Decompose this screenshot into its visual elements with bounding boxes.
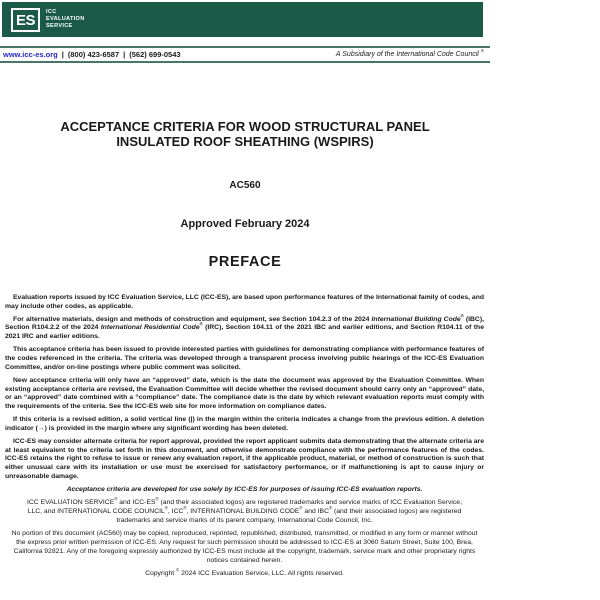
brand-line-2: EVALUATION: [46, 16, 85, 23]
icc-es-logo-icon: ES: [11, 8, 40, 32]
separator: |: [123, 50, 126, 59]
title-line-1: ACCEPTANCE CRITERIA FOR WOOD STRUCTURAL PANEL: [60, 119, 430, 134]
copyright-notice: Copyright © 2024 ICC Evaluation Service, LLC. All rights reserved.: [145, 567, 344, 578]
brand-name: [46, 9, 85, 29]
website-link[interactable]: www.icc-es.org: [3, 50, 58, 59]
preface-paragraph-2: For alternative materials, design and methods of construction and equipment, see Section 104.2.3 of the 2024 International Building Code® (IBC), Section R104.2.2 of the 2024 International Residential Code® (IRC), Section 104.11 of the 2021 IBC and earlier editions, and Section R104.11 of the 2021 IRC and earlier editions.: [5, 313, 484, 341]
phone-number-2: (562) 699-0543: [129, 50, 181, 59]
trademark-notice: ICC EVALUATION SERVICE® and ICC-ES® (and their associated logos) are registered trademarks and service marks of ICC Evaluation Service, LLC, and INTERNATIONAL CODE COUNCIL®, ICC®, INTERNATIONAL BUILDING CODE® and IBC® (and their associated logos) are registered trademarks and service marks of its parent company, International Code Council, Inc.: [27, 497, 462, 524]
preface-heading: PREFACE: [208, 253, 282, 270]
separator: |: [61, 50, 64, 59]
document-title: [0, 120, 490, 150]
preface-paragraph-1: Evaluation reports issued by ICC Evaluation Service, LLC (ICC-ES), are based upon performance features of the International family of codes, and may include other codes, as applicable.: [5, 293, 484, 310]
criteria-number: AC560: [229, 179, 261, 191]
document-body: [0, 120, 490, 579]
preface-paragraph-5: If this criteria is a revised edition, a solid vertical line (|) in the margin within the criteria indicates a change from the previous edition. A deletion indicator (→) is provided in the margin where any significant wording has been deleted.: [5, 416, 484, 432]
phone-number-1: (800) 423-6587: [67, 50, 120, 59]
preface-paragraph-3: This acceptance criteria has been issued to provide interested parties with guidelines for demonstrating compliance with performance features of the codes referenced in the criteria. The criteria was developed through a transparent process involving public hearings of the ICC-ES Evaluation Committee, and/or on-line postings where public comment was solicited.: [5, 346, 484, 371]
preface-text: [0, 294, 490, 579]
contact-info: [3, 50, 181, 59]
use-statement: Acceptance criteria are developed for use solely by ICC-ES for purposes of issuing ICC-ES evaluation reports.: [66, 485, 423, 493]
brand-line-3: SERVICE: [46, 22, 73, 29]
brand-line-1: ICC: [46, 9, 57, 16]
preface-paragraph-4: New acceptance criteria will only have an “approved” date, which is the date the document was approved by the Evaluation Committee. When existing acceptance criteria are revised, the Evaluation Committee will decide whether the revised document should carry only an “approved” date, or an “approved” date combined with a “compliance” date. The compliance date is the date by which relevant evaluation reports must comply with the requirements of the criteria. See the ICC-ES web site for more information on compliance dates.: [5, 376, 484, 410]
permission-notice: No portion of this document (AC560) may be copied, reproduced, reprinted, republished, distributed, transmitted, or modified in any form or manner without the express prior written permission of ICC-ES. Any request for such permission should be addressed to ICC-ES at 3060 Saturn Street, Suite 100, Brea, California 92821. Any of the foregoing expressly authorized by ICC-ES must include all the copyright, trademark, service mark and other proprietary rights notices contained herein.: [11, 530, 478, 564]
subsidiary-tagline: A Subsidiary of the International Code Council ®: [335, 48, 484, 58]
header-banner: [2, 2, 483, 37]
title-line-2: INSULATED ROOF SHEATHING (WSPIRS): [116, 133, 374, 149]
contact-band: [0, 46, 490, 63]
approval-date: Approved February 2024: [180, 217, 310, 230]
preface-paragraph-6: ICC-ES may consider alternate criteria for report approval, provided the report applicant submits data demonstrating that the alternate criteria are at least equivalent to the criteria set forth in this document, and otherwise demonstrate compliance with the performance features of the codes. ICC-ES retains the right to refuse to issue or renew any evaluation report, if the applicable product, material, or method of construction is such that either unusual care with its installation or use must be exercised for satisfactory performance, or if malfunctioning is apt to cause injury or unreasonable damage.: [5, 438, 484, 480]
